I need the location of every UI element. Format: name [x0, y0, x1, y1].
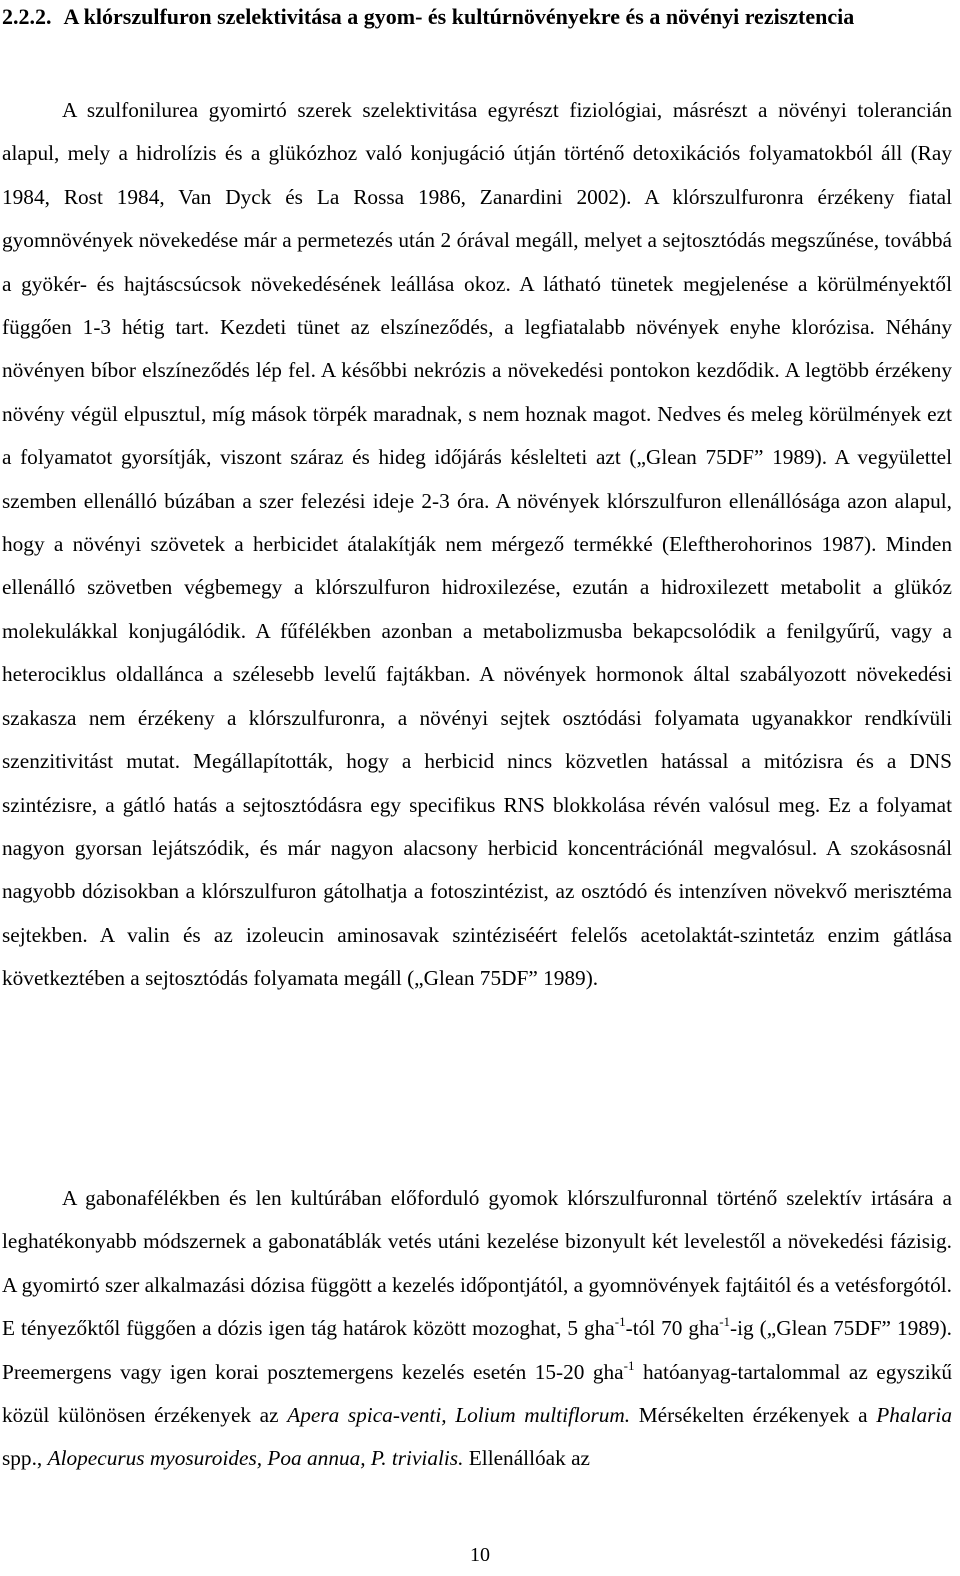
section-title: A klórszulfuron szelektivitása a gyom- és kultúrnövényekre és a növényi rezisztencia — [63, 4, 855, 29]
paragraph-2-text-3: -ig („Glean 75DF” 1989). Preemergens vagy igen korai posztemergens kezelés esetén 15-20 gha — [2, 1316, 952, 1384]
paragraph-2 — [2, 1177, 952, 1481]
species-names-1: Apera spica-venti, Lolium multiflorum. — [287, 1403, 631, 1428]
paragraph-1-text: A szulfonilurea gyomirtó szerek szelektivitása egyrészt fiziológiai, másrészt a növényi tolerancián alapul, mely a hidrolízis és a glükózhoz való konjugáció útján történő detoxikációs folyamatokból áll (Ray 1984, Rost 1984, Van Dyck és La Rossa 1986, Zanardini 2002). A klórszulfuronra érzékeny fiatal gyomnövények növekedése már a permetezés után 2 órával megáll, melyet a sejtosztódás megszűnése, továbbá a gyökér- és hajtáscsúcsok növekedésének leállása okoz. A látható tünetek megjelenése a körülményektől függően 1-3 hétig tart. Kezdeti tünet az elszíneződés, a legfiatalabb növények enyhe klorózisa. Néhány növényen bíbor elszíneződés lép fel. A későbbi nekrózis a növekedési pontokon kezdődik. A legtöbb érzékeny növény végül elpusztul, míg mások törpék maradnak, s nem hoznak magot. Nedves és meleg körülmények ezt a folyamatot gyorsítják, viszont száraz és hideg időjárás késlelteti azt („Glean 75DF” 1989). A vegyülettel szemben ellenálló búzában a szer felezési ideje 2-3 óra. A növények klórszulfuron ellenállósága azon alapul, hogy a növényi szövetek a herbicidet átalakítják nem mérgező termékké (Eleftherohorinos 1987). Minden ellenálló szövetben végbemegy a klórszulfuron hidroxilezése, ezután a hidroxilezett metabolit a glükóz molekulákkal konjugálódik. A fűfélékben azonban a metabolizmusba bekapcsolódik a fenilgyűrű, vagy a heterociklus oldallánca a szélesebb levelű fajtákban. A növények hormonok által szabályozott növekedési szakasza nem érzékeny a klórszulfuronra, a növényi sejtek osztódási folyamata ugyanakkor rendkívüli szenzitivitást mutat. Megállapították, hogy a herbicid nincs közvetlen hatással a mitózisra és a DNS szintézisre, a gátló hatás a sejtosztódásra egy specifikus RNS blokkolása révén valósul meg. Ez a folyamat nagyon gyorsan lejátszódik, és már nagyon alacsony herbicid koncentrációnál megvalósul. A szokásosnál nagyobb dózisokban a klórszulfuron gátolhatja a fotoszintézist, az osztódó és intenzíven növekvő merisztéma sejtekben. A valin és az izoleucin aminosavak szintéziséért felelős acetolaktát-szintetáz enzim gátlása következtében a sejtosztódás folyamata megáll („Glean 75DF” 1989). — [2, 98, 952, 991]
section-number: 2.2.2. — [2, 4, 52, 29]
paragraph-2-text-2: -tól 70 gha — [625, 1316, 720, 1341]
paragraph-2-text-4: hatóanyag-tartalommal az egyszikű közül különösen érzékenyek az — [2, 1359, 952, 1428]
species-name-phalaria: Phalaria — [876, 1403, 952, 1428]
paragraph-2-text-6: spp., — [2, 1446, 48, 1471]
paragraph-2-text-5: Mérsékelten érzékenyek a — [630, 1403, 877, 1428]
section-heading — [2, 2, 954, 31]
paragraph-2-text-7: Ellenállóak az — [463, 1446, 590, 1471]
superscript: -1 — [623, 1357, 635, 1373]
superscript: -1 — [614, 1314, 626, 1330]
species-names-2: Alopecurus myosuroides, Poa annua, P. trivialis. — [47, 1446, 464, 1471]
paragraph-1 — [2, 89, 952, 1001]
paragraph-2-text-1: A gabonafélékben és len kultúrában előforduló gyomok klórszulfuronnal történő szelektív irtására a leghatékonyabb módszernek a gabonatáblák vetés utáni kezelése bizonyult két levelestől a növekedési fázisig. A gyomirtó szer alkalmazási dózisa függött a kezelés időpontjától, a gyomnövények fajtáitól és a vetésforgótól. E tényezőktől függően a dózis igen tág határok között mozoghat, 5 gha — [2, 1186, 952, 1341]
superscript: -1 — [719, 1314, 731, 1330]
page-number: 10 — [470, 1544, 490, 1566]
